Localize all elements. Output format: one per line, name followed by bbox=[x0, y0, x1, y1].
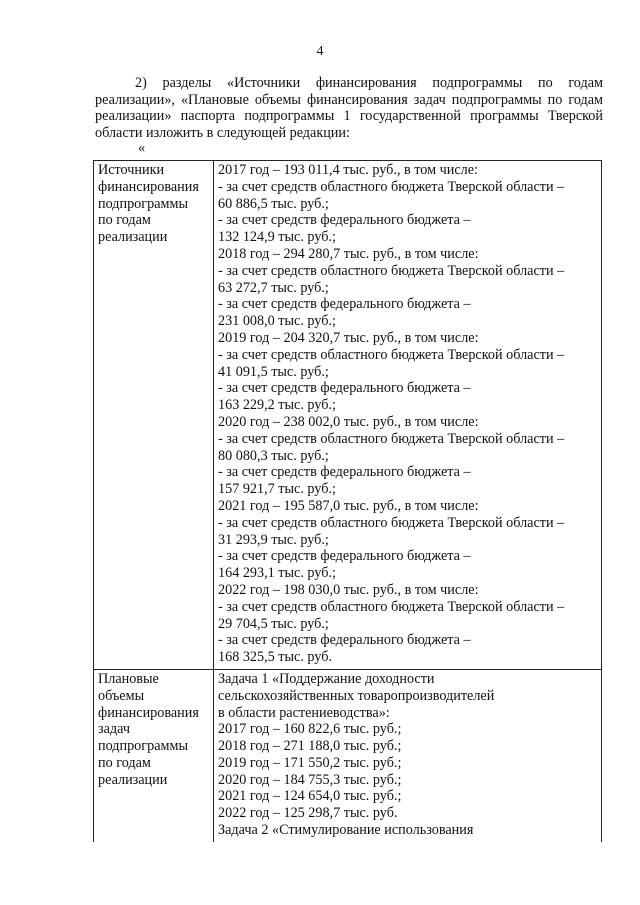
row-content-line: - за счет средств федерального бюджета – bbox=[218, 548, 471, 565]
row-content-cell bbox=[214, 669, 602, 841]
opening-quote: « bbox=[138, 140, 146, 156]
row-label-line: подпрограммы bbox=[98, 195, 188, 212]
row-content-line: 157 921,7 тыс. руб.; bbox=[218, 481, 336, 498]
row-content-line: 2017 год – 160 822,6 тыс. руб.; bbox=[218, 721, 402, 738]
passport-table-body bbox=[94, 161, 602, 842]
row-label-line: Плановые bbox=[98, 670, 159, 687]
row-content-line: 132 124,9 тыс. руб.; bbox=[218, 229, 336, 246]
row-content-line: 2021 год – 124 654,0 тыс. руб.; bbox=[218, 788, 402, 805]
row-content-line: 2021 год – 195 587,0 тыс. руб., в том числе: bbox=[218, 497, 479, 514]
row-label-line: задач bbox=[98, 721, 130, 738]
row-label-line: реализации bbox=[98, 771, 168, 788]
row-content-line: 41 091,5 тыс. руб.; bbox=[218, 363, 329, 380]
row-content-line: 2018 год – 271 188,0 тыс. руб.; bbox=[218, 738, 402, 755]
row-content-line: 80 080,3 тыс. руб.; bbox=[218, 447, 329, 464]
row-content-cell bbox=[214, 161, 602, 670]
page-number: 4 bbox=[316, 44, 324, 59]
row-tasks bbox=[94, 669, 602, 841]
intro-paragraph bbox=[95, 75, 603, 141]
row-content-line: 29 704,5 тыс. руб.; bbox=[218, 615, 329, 632]
row-content-line: 164 293,1 тыс. руб.; bbox=[218, 565, 336, 582]
row-label-line: по годам bbox=[98, 754, 151, 771]
row-label-line: реализации bbox=[98, 229, 168, 246]
row-content-line: 163 229,2 тыс. руб.; bbox=[218, 397, 336, 414]
row-content-line: 2019 год – 171 550,2 тыс. руб.; bbox=[218, 754, 402, 771]
passport-table bbox=[93, 160, 602, 842]
row-content-line: - за счет средств областного бюджета Тверской области – bbox=[218, 178, 565, 195]
row-content-line: - за счет средств федерального бюджета – bbox=[218, 380, 471, 397]
row-content-line: 60 886,5 тыс. руб.; bbox=[218, 195, 329, 212]
row-content-line: сельскохозяйственных товаропроизводителей bbox=[218, 687, 495, 704]
row-content-line: - за счет средств федерального бюджета – bbox=[218, 464, 471, 481]
row-content-line: - за счет средств федерального бюджета – bbox=[218, 632, 471, 649]
row-content-line: 2018 год – 294 280,7 тыс. руб., в том числе: bbox=[218, 245, 479, 262]
row-content-line: 2017 год – 193 011,4 тыс. руб., в том числе: bbox=[218, 162, 478, 178]
row-content-line: - за счет средств областного бюджета Тверской области – bbox=[218, 514, 565, 531]
row-label-line: Источники bbox=[98, 162, 165, 178]
intro-text: 2) разделы «Источники финансирования подпрограммы по годам реализации», «Плановые объемы финансирования задач подпрограммы по годам реализации» паспорта подпрограммы 1 государственной программы Тверской области изложить в следующей редакции: bbox=[95, 75, 603, 141]
row-content-line: - за счет средств областного бюджета Тверской области – bbox=[218, 346, 565, 363]
row-content-line: - за счет средств областного бюджета Тверской области – bbox=[218, 262, 565, 279]
row-content-line: - за счет средств федерального бюджета – bbox=[218, 296, 471, 313]
row-content-line: в области растениеводства»: bbox=[218, 704, 390, 721]
row-content-line: 63 272,7 тыс. руб.; bbox=[218, 279, 329, 296]
row-label-line: объемы bbox=[98, 687, 145, 704]
row-content-line: 2019 год – 204 320,7 тыс. руб., в том числе: bbox=[218, 329, 479, 346]
row-content-line: Задача 2 «Стимулирование использования bbox=[218, 822, 474, 839]
row-content-line: Задача 1 «Поддержание доходности bbox=[218, 670, 435, 687]
row-content-line: 31 293,9 тыс. руб.; bbox=[218, 531, 329, 548]
row-content-line: - за счет средств областного бюджета Тверской области – bbox=[218, 430, 565, 447]
row-content-line: 2022 год – 198 030,0 тыс. руб., в том числе: bbox=[218, 581, 479, 598]
row-label-cell bbox=[94, 161, 214, 670]
row-content-line: 2020 год – 184 755,3 тыс. руб.; bbox=[218, 771, 402, 788]
row-content-line: 168 325,5 тыс. руб. bbox=[218, 649, 332, 666]
row-content-line: - за счет средств федерального бюджета – bbox=[218, 212, 471, 229]
row-content-line: - за счет средств областного бюджета Тверской области – bbox=[218, 598, 565, 615]
row-content-line: 231 008,0 тыс. руб.; bbox=[218, 313, 336, 330]
row-label-line: подпрограммы bbox=[98, 738, 188, 755]
row-label-cell bbox=[94, 669, 214, 841]
row-content-line: 2020 год – 238 002,0 тыс. руб., в том числе: bbox=[218, 413, 479, 430]
row-content-line: 2022 год – 125 298,7 тыс. руб. bbox=[218, 805, 398, 822]
row-funding-sources bbox=[94, 161, 602, 670]
row-label-line: по годам bbox=[98, 212, 151, 229]
row-label-line: финансирования bbox=[98, 178, 199, 195]
row-label-line: финансирования bbox=[98, 704, 199, 721]
